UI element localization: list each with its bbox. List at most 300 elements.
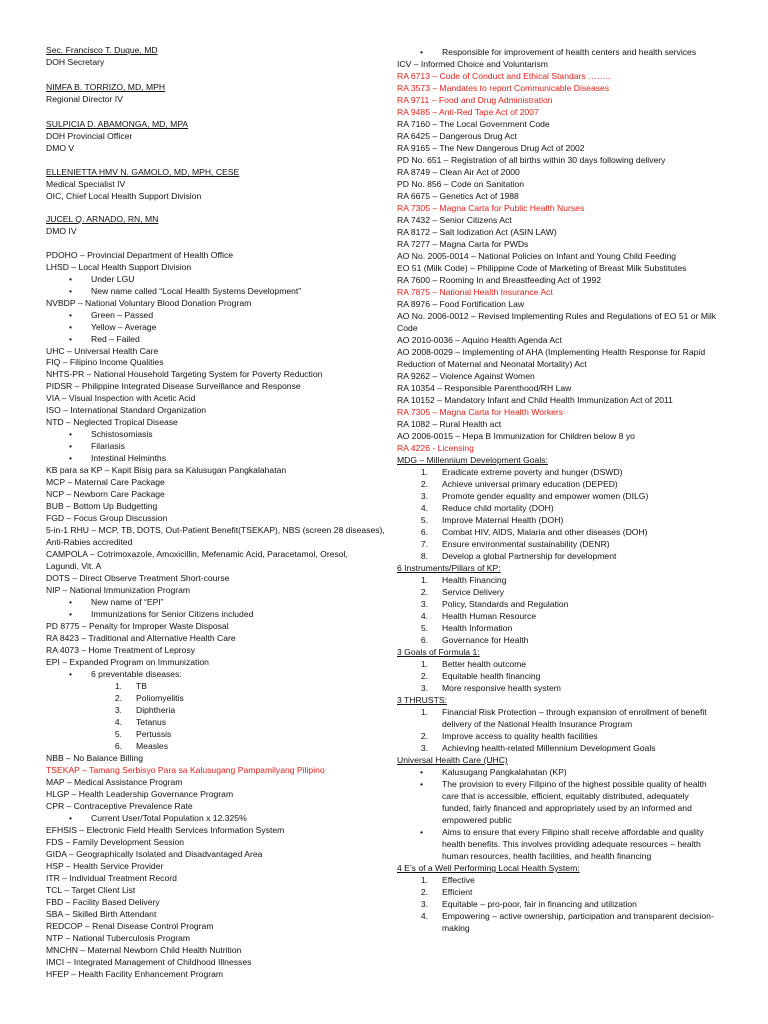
item-number: 8. (420, 551, 428, 561)
line-text: VIA – Visual Inspection with Acetic Acid (46, 393, 196, 403)
section-heading (46, 214, 158, 226)
text-line (46, 94, 123, 106)
numbered-item (420, 539, 610, 551)
text-line (46, 369, 322, 381)
text-line (46, 513, 167, 525)
line-text: Combat HIV, AIDS, Malaria and other diseases (DOH) (442, 527, 648, 537)
bullet-item (91, 669, 182, 681)
item-number: 4. (114, 717, 122, 727)
line-text: Pertussis (136, 729, 172, 739)
line-text: HFEP – Health Facility Enhancement Program (46, 969, 224, 979)
text-line (397, 131, 517, 143)
line-text: New name of “EPI” (91, 597, 164, 607)
text-line (397, 119, 550, 131)
text-line (46, 909, 156, 921)
line-text: RA 1082 – Rural Health act (397, 419, 502, 429)
text-line (46, 861, 163, 873)
item-number: 2. (420, 731, 428, 741)
line-text: Green – Passed (91, 310, 154, 320)
numbered-item (420, 707, 707, 719)
line-text: Achieving health-related Millennium Development Goals (442, 743, 656, 753)
line-text: Intestinal Helminths (91, 453, 166, 463)
section-heading (46, 167, 239, 179)
line-text: NTP – National Tuberculosis Program (46, 933, 191, 943)
text-line (397, 215, 512, 227)
numbered-item (420, 899, 637, 911)
item-number: 1. (420, 707, 428, 717)
section-heading (46, 119, 188, 131)
line-text: MAP – Medical Assistance Program (46, 777, 183, 787)
line-text: 3 THRUSTS: (397, 695, 447, 705)
text-line (46, 849, 262, 861)
line-text: RA 7160 – The Local Government Code (397, 119, 550, 129)
line-text: Current User/Total Population x 12.325% (91, 813, 247, 823)
line-text: RA 7305 – Magna Carta for Public Health Nurses (397, 203, 585, 213)
line-text: human resources, health facilities, and health financing (442, 851, 652, 861)
line-text: RA 7432 – Senior Citizens Act (397, 215, 512, 225)
line-text: Eradicate extreme poverty and hunger (DSWD) (442, 467, 623, 477)
line-text: Schistosomiasis (91, 429, 153, 439)
line-text: RA 3573 – Mandates to report Communicable Diseases (397, 83, 610, 93)
line-text: funded, fairly financed and appropriately used by an informed and (442, 803, 692, 813)
section-heading (46, 82, 165, 94)
line-text: DOH Provincial Officer (46, 131, 133, 141)
bullet-item (442, 47, 696, 59)
item-number: 7. (420, 539, 428, 549)
line-text: LHSD – Local Health Support Division (46, 262, 192, 272)
text-line (46, 645, 195, 657)
line-text: RA 7600 – Rooming In and Breastfeeding Act of 1992 (397, 275, 602, 285)
text-line (46, 501, 157, 513)
line-text: Responsible for improvement of health centers and health services (442, 47, 697, 57)
numbered-item (114, 705, 176, 717)
line-text: RA 10354 – Responsible Parenthood/RH Law (397, 383, 572, 393)
text-line (46, 525, 385, 537)
text-line (46, 226, 77, 238)
line-text: TSEKAP – Tamang Serbisyo Para sa Kalusugang Pampamilyang Pilipino (46, 765, 325, 775)
text-line (46, 765, 325, 777)
text-line (46, 477, 165, 489)
text-line (397, 383, 571, 395)
item-number: 4. (420, 611, 428, 621)
numbered-item (420, 911, 714, 923)
line-text: Health Human Resource (442, 611, 537, 621)
text-line (46, 537, 132, 549)
line-text: KB para sa KP – Kapit Bisig para sa Kalusugan Pangkalahatan (46, 465, 287, 475)
line-text: delivery of the National Health Insurance Program (442, 719, 633, 729)
text-line (46, 465, 286, 477)
item-number: 4. (420, 503, 428, 513)
numbered-item (420, 599, 569, 611)
numbered-item (420, 623, 513, 635)
line-text: making (442, 923, 470, 933)
text-line (46, 957, 251, 969)
line-text: FDS – Family Development Session (46, 837, 185, 847)
line-text: ICV – Informed Choice and Voluntarism (397, 59, 548, 69)
numbered-item (420, 551, 617, 563)
section-heading (397, 695, 447, 707)
text-line (46, 573, 229, 585)
numbered-item (420, 683, 561, 695)
numbered-item (420, 743, 656, 755)
bullet-item (91, 322, 156, 334)
line-text: DOTS – Direct Observe Treatment Short-course (46, 573, 230, 583)
line-text: TCL – Target Client List (46, 885, 136, 895)
line-text: Efficient (442, 887, 473, 897)
line-text: Yellow – Average (91, 322, 157, 332)
line-text: Promote gender equality and empower women (DILG) (442, 491, 649, 501)
line-text: Medical Specialist IV (46, 179, 126, 189)
line-text: 6 Instruments/Pillars of KP: (397, 563, 501, 573)
text-line (46, 777, 182, 789)
line-text: NTD – Neglected Tropical Disease (46, 417, 178, 427)
text-line (46, 393, 195, 405)
text-line (46, 885, 135, 897)
line-text: RA 9485 – Anti-Red Tape Act of 2007 (397, 107, 539, 117)
line-text: Kalusugang Pangkalahatan (KP) (442, 767, 567, 777)
bullet-item (91, 334, 140, 346)
line-text: 5-in-1 RHU – MCP, TB, DOTS, Out-Patient Benefit(TSEKAP), NBS (screen 28 diseases), (46, 525, 385, 535)
line-text: AO 2006-0015 – Hepa B Immunization for Children below 8 yo (397, 431, 635, 441)
text-line (46, 57, 104, 69)
text-line (46, 837, 184, 849)
line-text: Anti-Rabies accredited (46, 537, 133, 547)
numbered-item (420, 479, 618, 491)
text-line (397, 431, 635, 443)
line-text: Code (397, 323, 418, 333)
item-number: 1. (420, 659, 428, 669)
numbered-item (114, 729, 172, 741)
item-number: 2. (114, 693, 122, 703)
text-line (46, 825, 284, 837)
text-line (46, 357, 164, 369)
text-line (397, 419, 501, 431)
text-line (397, 191, 519, 203)
bullet-item (91, 286, 301, 298)
line-text: Reduction of Maternal and Neonatal Mortality) Act (397, 359, 587, 369)
line-text: Aims to ensure that every Filipino shall receive affordable and quality (442, 827, 704, 837)
text-line (397, 227, 557, 239)
text-line (442, 719, 632, 731)
text-line (46, 753, 143, 765)
text-line (397, 443, 474, 455)
line-text: Ensure environmental sustainability (DENR) (442, 539, 610, 549)
line-text: Achieve universal primary education (DEPED) (442, 479, 618, 489)
text-line (397, 359, 587, 371)
text-line (397, 167, 520, 179)
line-text: RA 6713 – Code of Conduct and Ethical Standars …….. (397, 71, 611, 81)
line-text: BUB – Bottom Up Budgetting (46, 501, 158, 511)
text-line (46, 131, 132, 143)
text-line (397, 59, 548, 71)
bullet-item (91, 813, 247, 825)
line-text: NBB – No Balance Billing (46, 753, 143, 763)
line-text: Poliomyelitis (136, 693, 184, 703)
text-line (397, 275, 601, 287)
bullet-item (91, 609, 253, 621)
line-text: HLGP – Health Leadership Governance Program (46, 789, 234, 799)
text-line (46, 561, 101, 573)
section-heading (397, 563, 501, 575)
text-line (397, 239, 528, 251)
line-text: Measles (136, 741, 168, 751)
line-text: NIMFA B. TORRIZO, MD, MPH (46, 82, 166, 92)
item-number: 2. (420, 671, 428, 681)
line-text: PD 8775 – Penalty for Improper Waste Disposal (46, 621, 229, 631)
item-number: 3. (420, 683, 428, 693)
text-line (442, 839, 701, 851)
text-line (397, 311, 716, 323)
line-text: EFHSIS – Electronic Field Health Services Information System (46, 825, 285, 835)
line-text: RA 9711 – Food and Drug Administration (397, 95, 553, 105)
text-line (397, 251, 676, 263)
text-line (46, 179, 125, 191)
line-text: MCP – Maternal Care Package (46, 477, 165, 487)
text-line (397, 335, 562, 347)
text-line (397, 71, 610, 83)
line-text: The provision to every Filipino of the highest possible quality of health (442, 779, 707, 789)
text-line (397, 263, 686, 275)
numbered-item (420, 503, 554, 515)
text-line (397, 203, 584, 215)
line-text: Tetanus (136, 717, 167, 727)
text-line (46, 897, 160, 909)
numbered-item (420, 635, 529, 647)
item-number: 3. (114, 705, 122, 715)
item-number: 1. (420, 875, 428, 885)
text-line (397, 299, 524, 311)
line-text: TB (136, 681, 147, 691)
line-text: RA 9262 – Violence Against Women (397, 371, 535, 381)
line-text: REDCOP – Renal Disease Control Program (46, 921, 214, 931)
text-line (397, 143, 585, 155)
text-line (46, 633, 236, 645)
item-number: 6. (420, 635, 428, 645)
line-text: RA 6675 – Genetics Act of 1988 (397, 191, 519, 201)
text-line (46, 143, 74, 155)
text-line (397, 407, 563, 419)
line-text: health benefits. This involves providing adequate resources – health (442, 839, 701, 849)
numbered-item (420, 575, 507, 587)
text-line (46, 921, 214, 933)
line-text: Policy, Standards and Regulation (442, 599, 569, 609)
line-text: HSP – Health Service Provider (46, 861, 164, 871)
text-line (46, 262, 191, 274)
bullet-item (91, 310, 153, 322)
numbered-item (114, 681, 147, 693)
numbered-item (420, 659, 527, 671)
line-text: SBA – Skilled Birth Attendant (46, 909, 157, 919)
text-line (397, 155, 665, 167)
item-number: 1. (114, 681, 122, 691)
item-number: 6. (114, 741, 122, 751)
line-text: RA 7277 – Magna Carta for PWDs (397, 239, 529, 249)
text-line (46, 873, 177, 885)
line-text: Diphtheria (136, 705, 176, 715)
text-line (46, 417, 178, 429)
line-text: MDG – Millennium Development Goals: (397, 455, 548, 465)
text-line (46, 381, 301, 393)
line-text: DMO IV (46, 226, 77, 236)
text-line (46, 585, 190, 597)
line-text: ISO – International Standard Organization (46, 405, 207, 415)
line-text: Reduce child mortality (DOH) (442, 503, 554, 513)
line-text: RA 7875 – National Health Insurance Act (397, 287, 553, 297)
text-line (397, 83, 609, 95)
item-number: 5. (420, 623, 428, 633)
line-text: RA 10152 – Mandatory Infant and Child Health Immunization Act of 2011 (397, 395, 673, 405)
line-text: Regional Director IV (46, 94, 123, 104)
line-text: RA 8423 – Traditional and Alternative Health Care (46, 633, 236, 643)
line-text: Sec. Francisco T. Duque, MD (46, 45, 158, 55)
line-text: FIQ – Filipino Income Qualities (46, 357, 164, 367)
line-text: NHTS-PR – National Household Targeting System for Poverty Reduction (46, 369, 323, 379)
numbered-item (420, 671, 541, 683)
text-line (442, 791, 689, 803)
line-text: RA 8976 – Food Fortification Law (397, 299, 525, 309)
text-line (397, 287, 553, 299)
text-line (46, 933, 190, 945)
line-text: PDOHO – Provincial Department of Health Office (46, 250, 234, 260)
text-line (46, 657, 209, 669)
item-number: 3. (420, 899, 428, 909)
line-text: Health Information (442, 623, 513, 633)
bullet-item (91, 441, 125, 453)
line-text: JUCEL Q. ARNADO, RN, MN (46, 214, 159, 224)
section-heading (397, 455, 548, 467)
line-text: RA 8749 – Clean Air Act of 2000 (397, 167, 520, 177)
text-line (442, 803, 692, 815)
text-line (46, 801, 193, 813)
line-text: MNCHN – Maternal Newborn Child Health Nutrition (46, 945, 242, 955)
line-text: PD No. 651 – Registration of all births within 30 days following delivery (397, 155, 666, 165)
item-number: 3. (420, 599, 428, 609)
text-line (442, 923, 470, 935)
line-text: RA 8172 – Salt Iodization Act (ASIN LAW) (397, 227, 557, 237)
line-text: 4 E’s of a Well Performing Local Health System: (397, 863, 580, 873)
text-line (46, 405, 206, 417)
text-line (442, 851, 651, 863)
line-text: Develop a global Partnership for development (442, 551, 617, 561)
numbered-item (420, 467, 623, 479)
line-text: RA 9165 – The New Dangerous Drug Act of 2002 (397, 143, 585, 153)
item-number: 4. (420, 911, 428, 921)
numbered-item (420, 491, 649, 503)
line-text: Better health outcome (442, 659, 527, 669)
item-number: 3. (420, 743, 428, 753)
line-text: AO No. 2005-0014 – National Policies on Infant and Young Child Feeding (397, 251, 677, 261)
line-text: UHC – Universal Health Care (46, 346, 159, 356)
line-text: 6 preventable diseases: (91, 669, 182, 679)
line-text: EO 51 (Milk Code) – Philippine Code of Marketing of Breast Milk Substitutes (397, 263, 687, 273)
numbered-item (114, 693, 184, 705)
line-text: Effective (442, 875, 475, 885)
line-text: DMO V (46, 143, 75, 153)
text-line (46, 945, 241, 957)
numbered-item (420, 875, 475, 887)
text-line (46, 489, 165, 501)
section-heading (397, 647, 480, 659)
numbered-item (114, 717, 167, 729)
line-text: AO No. 2006-0012 – Revised Implementing Rules and Regulations of EO 51 or Milk (397, 311, 717, 321)
line-text: FGD – Focus Group Discussion (46, 513, 168, 523)
line-text: IMCI – Integrated Management of Childhood Illnesses (46, 957, 252, 967)
line-text: RA 6425 – Dangerous Drug Act (397, 131, 517, 141)
line-text: Financial Risk Protection – through expansion of enrollment of benefit (442, 707, 707, 717)
item-number: 2. (420, 587, 428, 597)
line-text: Improve access to quality health facilities (442, 731, 598, 741)
numbered-item (420, 611, 537, 623)
bullet-item (91, 453, 166, 465)
item-number: 2. (420, 887, 428, 897)
bullet-item (91, 274, 134, 286)
numbered-item (420, 731, 598, 743)
line-text: SULPICIA D. ABAMONGA, MD, MPA (46, 119, 189, 129)
line-text: New name called “Local Health Systems Development” (91, 286, 302, 296)
line-text: DOH Secretary (46, 57, 105, 67)
text-line (46, 191, 201, 203)
numbered-item (420, 515, 564, 527)
line-text: Service Delivery (442, 587, 505, 597)
line-text: Governance for Health (442, 635, 529, 645)
text-line (397, 323, 418, 335)
line-text: ELLENIETTA HMV N. GAMOLO, MD, MPH, CESE (46, 167, 240, 177)
line-text: AO 2008-0029 – Implementing of AHA (Implementing Health Response for Rapid (397, 347, 706, 357)
bullet-item (91, 597, 164, 609)
numbered-item (420, 587, 505, 599)
text-line (397, 179, 524, 191)
bullet-item (442, 827, 704, 839)
line-text: NCP – Newborn Care Package (46, 489, 165, 499)
line-text: care that is accessible, efficient, equitably distributed, adequately (442, 791, 689, 801)
line-text: PD No. 856 – Code on Sanitation (397, 179, 525, 189)
bullet-item (91, 429, 153, 441)
line-text: Universal Health Care (UHC) (397, 755, 508, 765)
text-line (397, 107, 539, 119)
text-line (46, 250, 233, 262)
text-line (397, 95, 553, 107)
line-text: RA 4226 - Licensing (397, 443, 474, 453)
text-line (397, 371, 535, 383)
text-line (442, 815, 512, 827)
bullet-item (442, 779, 707, 791)
line-text: Immunizations for Senior Citizens included (91, 609, 254, 619)
line-text: Empowering – active ownership, participation and transparent decision- (442, 911, 714, 921)
item-number: 6. (420, 527, 428, 537)
line-text: AO 2010-0036 – Aquino Health Agenda Act (397, 335, 562, 345)
text-line (397, 347, 705, 359)
numbered-item (114, 741, 168, 753)
line-text: RA 7305 – Magna Carta for Health Workers (397, 407, 564, 417)
line-text: GIDA – Geographically Isolated and Disadvantaged Area (46, 849, 263, 859)
section-heading (397, 755, 508, 767)
text-line (46, 298, 251, 310)
text-line (397, 395, 673, 407)
line-text: EPI – Expanded Program on Immunization (46, 657, 209, 667)
line-text: Filariasis (91, 441, 125, 451)
text-line (46, 789, 233, 801)
line-text: 3 Goals of Formula 1: (397, 647, 480, 657)
line-text: NVBDP – National Voluntary Blood Donation Program (46, 298, 252, 308)
text-line (46, 969, 223, 981)
line-text: CAMPOLA – Cotrimoxazole, Amoxicillin, Mefenamic Acid, Paracetamol, Oresol, (46, 549, 348, 559)
line-text: Health Financing (442, 575, 507, 585)
bullet-item (442, 767, 567, 779)
line-text: Equitable health financing (442, 671, 541, 681)
line-text: PIDSR – Philippine Integrated Disease Surveillance and Response (46, 381, 301, 391)
line-text: More responsive health system (442, 683, 561, 693)
line-text: Under LGU (91, 274, 135, 284)
